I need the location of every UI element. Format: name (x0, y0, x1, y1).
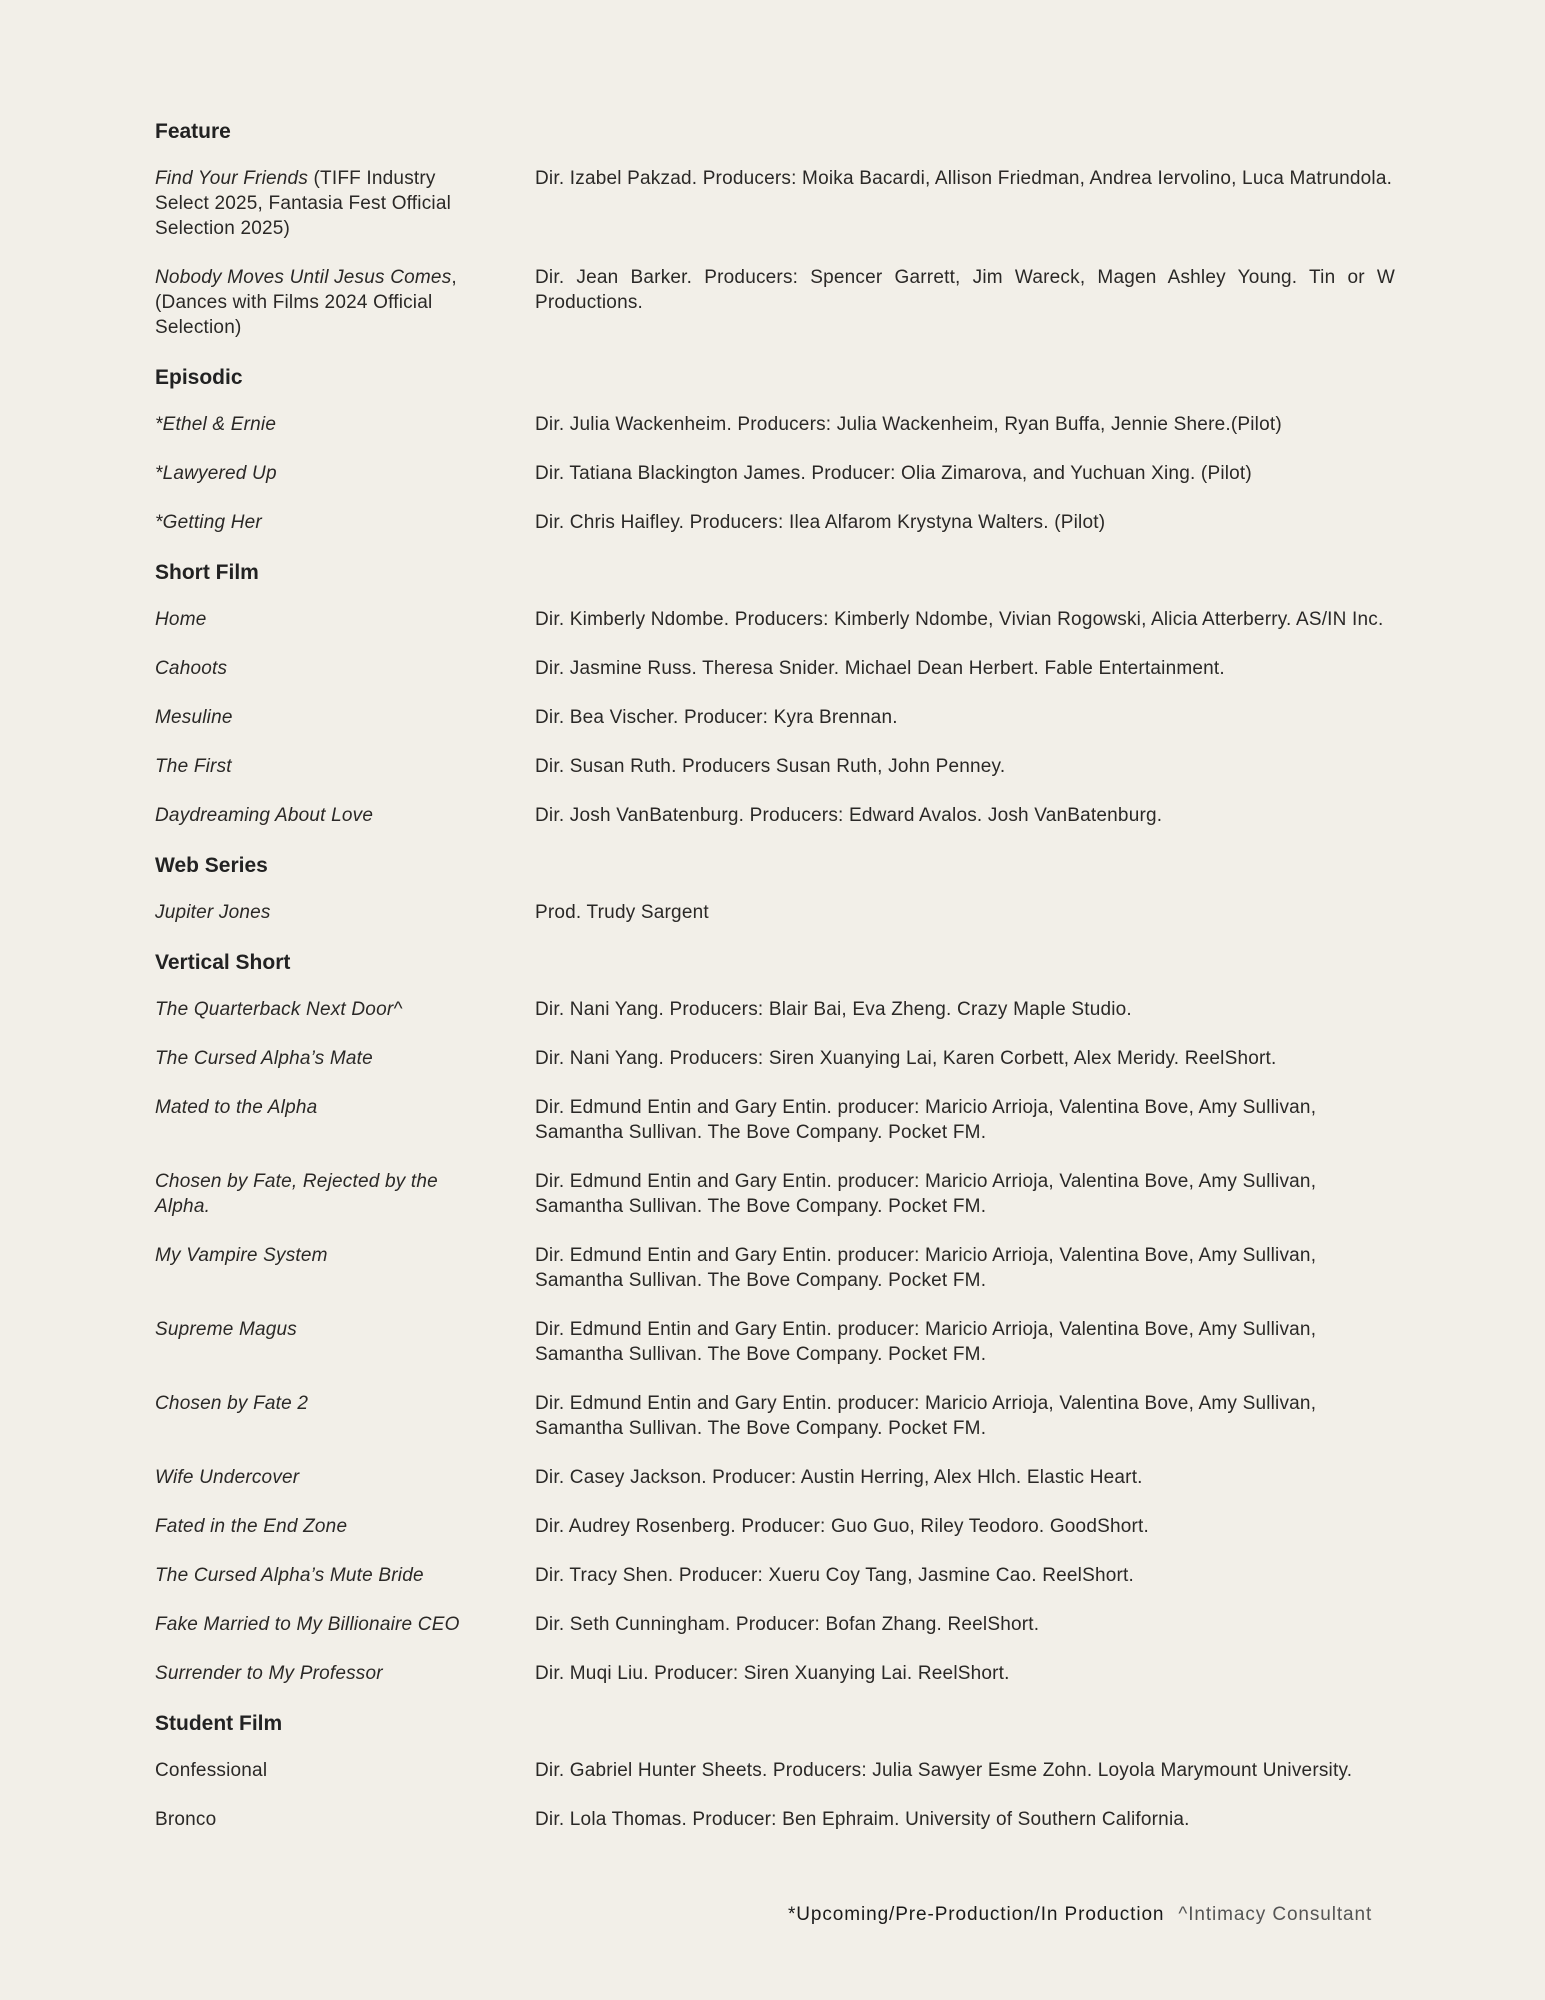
credit-title-italic: *Getting Her (155, 512, 262, 533)
credit-title-italic: Daydreaming About Love (155, 805, 374, 826)
credit-row (155, 997, 1420, 1022)
credit-title (155, 1661, 465, 1686)
section-heading: Episodic (155, 366, 243, 389)
credit-title-italic: *Ethel & Ernie (155, 414, 277, 435)
credit-row (155, 461, 1420, 486)
credit-title (155, 1095, 465, 1145)
credit-row (155, 1758, 1420, 1783)
credit-description: Dir. Jasmine Russ. Theresa Snider. Michael Dean Herbert. Fable Entertainment. (535, 658, 1225, 679)
credit-description: Dir. Susan Ruth. Producers Susan Ruth, John Penney. (535, 756, 1006, 777)
credit-description: Dir. Josh VanBatenburg. Producers: Edward Avalos. Josh VanBatenburg. (535, 805, 1163, 826)
credit-row (155, 656, 1420, 681)
credit-title-italic: Fated in the End Zone (155, 1516, 348, 1537)
credit-title-italic: Supreme Magus (155, 1319, 298, 1340)
credit-description: Dir. Gabriel Hunter Sheets. Producers: Julia Sawyer Esme Zohn. Loyola Marymount University. (535, 1760, 1353, 1781)
credit-title (155, 900, 465, 925)
credit-title-italic: Mated to the Alpha (155, 1097, 318, 1118)
credit-title (155, 1391, 465, 1441)
credit-row (155, 705, 1420, 730)
credit-description: Dir. Izabel Pakzad. Producers: Moika Bacardi, Allison Friedman, Andrea Iervolino, Luca Matrundola. (535, 168, 1393, 189)
section-vertical-short (155, 949, 1420, 1686)
credit-title (155, 997, 465, 1022)
credit-title-italic: Cahoots (155, 658, 228, 679)
credit-description: Dir. Edmund Entin and Gary Entin. producer: Maricio Arrioja, Valentina Bove, Amy Sullivan, Samantha Sullivan. The Bove Company. Pocket FM. (535, 1171, 1317, 1217)
credits-list (155, 118, 1420, 1856)
credit-title-italic: Find Your Friends (155, 168, 309, 189)
credit-title-italic: The First (155, 756, 232, 777)
credit-title (155, 1169, 465, 1219)
credit-title (155, 265, 465, 340)
credit-title (155, 705, 465, 730)
credit-row (155, 265, 1420, 340)
credit-row (155, 1391, 1420, 1441)
credit-title-italic: Surrender to My Professor (155, 1663, 383, 1684)
credit-description: Dir. Jean Barker. Producers: Spencer Garrett, Jim Wareck, Magen Ashley Young. Tin or W Productions. (535, 267, 1395, 313)
section-heading: Short Film (155, 561, 259, 584)
section-episodic (155, 364, 1420, 535)
credit-title (155, 1807, 465, 1832)
credit-row (155, 1563, 1420, 1588)
credit-title-italic: Jupiter Jones (155, 902, 271, 923)
footer-legend (788, 1902, 1372, 1927)
section-heading: Web Series (155, 854, 268, 877)
credit-title (155, 1243, 465, 1293)
credit-title-italic: Chosen by Fate 2 (155, 1393, 309, 1414)
credit-description: Dir. Nani Yang. Producers: Siren Xuanying Lai, Karen Corbett, Alex Meridy. ReelShort. (535, 1048, 1277, 1069)
section-heading: Feature (155, 120, 231, 143)
credit-row (155, 1169, 1420, 1219)
credit-title (155, 754, 465, 779)
credit-title (155, 803, 465, 828)
credit-row (155, 1612, 1420, 1637)
credit-row (155, 1514, 1420, 1539)
credit-title (155, 166, 465, 241)
credit-title (155, 1612, 465, 1637)
credit-description: Dir. Muqi Liu. Producer: Siren Xuanying Lai. ReelShort. (535, 1663, 1010, 1684)
credit-title (155, 1046, 465, 1071)
credit-title (155, 1563, 465, 1588)
credit-description: Dir. Lola Thomas. Producer: Ben Ephraim. University of Southern California. (535, 1809, 1190, 1830)
credit-row (155, 754, 1420, 779)
credit-title-italic: Home (155, 609, 207, 630)
section-student-film (155, 1710, 1420, 1832)
credit-row (155, 1095, 1420, 1145)
credit-row (155, 1243, 1420, 1293)
credit-description: Dir. Edmund Entin and Gary Entin. producer: Maricio Arrioja, Valentina Bove, Amy Sullivan, Samantha Sullivan. The Bove Company. Pocket FM. (535, 1393, 1317, 1439)
credit-row (155, 1807, 1420, 1832)
credit-description: Dir. Edmund Entin and Gary Entin. producer: Maricio Arrioja, Valentina Bove, Amy Sullivan, Samantha Sullivan. The Bove Company. Pocket FM. (535, 1097, 1317, 1143)
credit-description: Dir. Kimberly Ndombe. Producers: Kimberly Ndombe, Vivian Rogowski, Alicia Atterberry. AS/IN Inc. (535, 609, 1384, 630)
credit-description: Dir. Chris Haifley. Producers: Ilea Alfarom Krystyna Walters. (Pilot) (535, 512, 1106, 533)
credit-description: Dir. Edmund Entin and Gary Entin. producer: Maricio Arrioja, Valentina Bove, Amy Sullivan, Samantha Sullivan. The Bove Company. Pocket FM. (535, 1319, 1317, 1365)
credit-title-italic: The Cursed Alpha’s Mute Bride (155, 1565, 424, 1586)
credit-title (155, 1465, 465, 1490)
credit-title (155, 1758, 465, 1783)
section-short-film (155, 559, 1420, 828)
credit-row (155, 166, 1420, 241)
credit-row (155, 1317, 1420, 1367)
credit-title-italic: Mesuline (155, 707, 233, 728)
credit-title (155, 412, 465, 437)
credit-title-note: Confessional (155, 1760, 268, 1781)
credit-description: Dir. Bea Vischer. Producer: Kyra Brennan. (535, 707, 898, 728)
section-web-series (155, 852, 1420, 925)
credit-description: Dir. Seth Cunningham. Producer: Bofan Zhang. ReelShort. (535, 1614, 1040, 1635)
credit-row (155, 607, 1420, 632)
credit-description: Prod. Trudy Sargent (535, 902, 709, 923)
credit-title-italic: The Cursed Alpha’s Mate (155, 1048, 373, 1069)
credit-title-italic: The Quarterback Next Door^ (155, 999, 403, 1020)
credit-title-italic: *Lawyered Up (155, 463, 277, 484)
credit-title (155, 1514, 465, 1539)
credit-title (155, 1317, 465, 1367)
section-feature (155, 118, 1420, 340)
section-heading: Vertical Short (155, 951, 291, 974)
credit-title (155, 656, 465, 681)
credit-title-italic: Wife Undercover (155, 1467, 300, 1488)
credit-title-italic: Fake Married to My Billionaire CEO (155, 1614, 460, 1635)
credit-row (155, 412, 1420, 437)
credit-title-italic: Nobody Moves Until Jesus Comes (155, 267, 452, 288)
credit-title-note: (TIFF Industry Select 2025, Fantasia Fest Official Selection 2025) (155, 168, 452, 239)
credit-description: Dir. Edmund Entin and Gary Entin. producer: Maricio Arrioja, Valentina Bove, Amy Sullivan, Samantha Sullivan. The Bove Company. Pocket FM. (535, 1245, 1317, 1291)
credit-row (155, 1661, 1420, 1686)
credit-title-note: Bronco (155, 1809, 217, 1830)
credit-row (155, 1046, 1420, 1071)
credit-row (155, 803, 1420, 828)
credit-title-note: , (Dances with Films 2024 Official Selection) (155, 267, 457, 338)
credit-row (155, 900, 1420, 925)
intimacy-consultant-legend: ^Intimacy Consultant (1178, 1904, 1373, 1925)
credit-row (155, 1465, 1420, 1490)
credit-description: Dir. Casey Jackson. Producer: Austin Herring, Alex Hlch. Elastic Heart. (535, 1467, 1143, 1488)
credit-title-italic: Chosen by Fate, Rejected by the Alpha. (155, 1171, 438, 1217)
section-heading: Student Film (155, 1712, 283, 1735)
credit-description: Dir. Tatiana Blackington James. Producer: Olia Zimarova, and Yuchuan Xing. (Pilot) (535, 463, 1252, 484)
credit-description: Dir. Audrey Rosenberg. Producer: Guo Guo, Riley Teodoro. GoodShort. (535, 1516, 1149, 1537)
credit-title-italic: My Vampire System (155, 1245, 328, 1266)
credit-title (155, 510, 465, 535)
credit-title (155, 607, 465, 632)
credit-title (155, 461, 465, 486)
credit-description: Dir. Tracy Shen. Producer: Xueru Coy Tang, Jasmine Cao. ReelShort. (535, 1565, 1134, 1586)
credit-description: Dir. Nani Yang. Producers: Blair Bai, Eva Zheng. Crazy Maple Studio. (535, 999, 1132, 1020)
upcoming-legend: *Upcoming/Pre-Production/In Production (788, 1904, 1165, 1925)
credit-row (155, 510, 1420, 535)
credit-description: Dir. Julia Wackenheim. Producers: Julia Wackenheim, Ryan Buffa, Jennie Shere.(Pilot) (535, 414, 1282, 435)
